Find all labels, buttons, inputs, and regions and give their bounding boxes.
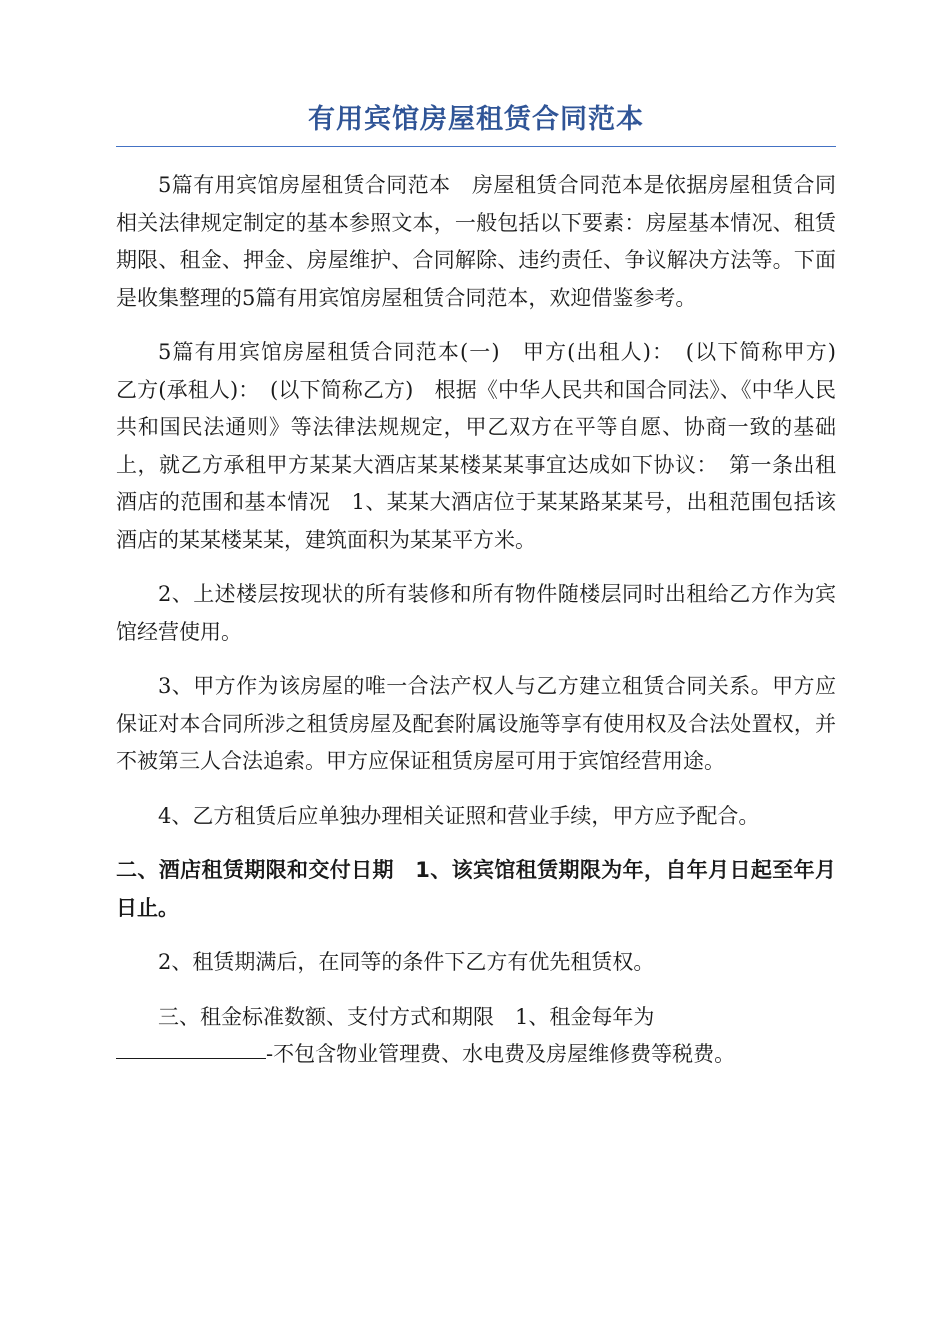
section-three-text: 三、租金标准数额、支付方式和期限 1、租金每年为 bbox=[158, 1004, 655, 1029]
paragraph-section-two: 二、酒店租赁期限和交付日期 1、该宾馆租赁期限为年，自年月日起至年月日止。 bbox=[116, 858, 836, 920]
paragraph-clause-2: 2、上述楼层按现状的所有装修和所有物件随楼层同时出租给乙方作为宾馆经营使用。 bbox=[116, 582, 836, 644]
document-page bbox=[116, 100, 857, 1074]
paragraph-clause-4: 4、乙方租赁后应单独办理相关证照和营业手续，甲方应予配合。 bbox=[158, 803, 760, 828]
paragraph-contract-one: 5篇有用宾馆房屋租赁合同范本(一) 甲方(出租人)： (以下简称甲方) 乙方(承租人)： (以下简称乙方) 根据《中华人民共和国合同法》、《中华人民共和国民法通则》等法律法规规定，甲乙双方在平等自愿、协商一致的基础上，就乙方承租甲方某某大酒店某某楼某某事宜达成如下协议： 第一条出租酒店的范围和基本情况 1、某某大酒店位于某某路某某号，出租范围包括该酒店的某某楼某某，建筑面积为某某平方米。 bbox=[116, 340, 857, 552]
paragraph-intro: 5篇有用宾馆房屋租赁合同范本 房屋租赁合同范本是依据房屋租赁合同相关法律规定制定的基本参照文本，一般包括以下要素：房屋基本情况、租赁期限、租金、押金、房屋维护、合同解除、违约责任、争议解决方法等。下面是收集整理的5篇有用宾馆房屋租赁合同范本，欢迎借鉴参考。 bbox=[116, 173, 836, 310]
rent-blank-line bbox=[116, 1057, 266, 1059]
paragraph-clause-3: 3、甲方作为该房屋的唯一合法产权人与乙方建立租赁合同关系。甲方应保证对本合同所涉之租赁房屋及配套附属设施等享有使用权及合法处置权，并不被第三人合法追索。甲方应保证租赁房屋可用于宾馆经营用途。 bbox=[116, 674, 836, 773]
paragraph-section-three bbox=[116, 999, 836, 1037]
paragraph-rent-amount bbox=[116, 1036, 836, 1074]
document-title: 有用宾馆房屋租赁合同范本 bbox=[116, 100, 836, 147]
rent-amount-text: -不包含物业管理费、水电费及房屋维修费等税费。 bbox=[266, 1042, 736, 1066]
paragraph-renewal: 2、租赁期满后，在同等的条件下乙方有优先租赁权。 bbox=[158, 950, 655, 974]
